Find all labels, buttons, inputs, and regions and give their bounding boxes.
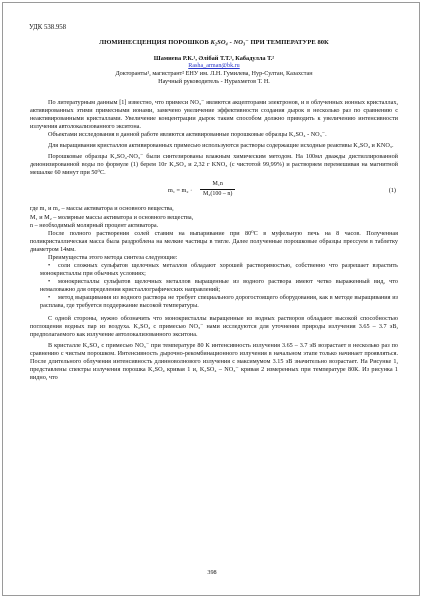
bullet-icon: • — [48, 293, 51, 301]
author-email-link[interactable]: Rasha_arman@bk.ru — [188, 63, 240, 70]
formula-1 — [30, 178, 398, 205]
formula-denominator: M₂(100 – n) — [200, 189, 235, 198]
paragraph-where-m: где m₁ и m₂ – массы активатора и основного вещества, — [30, 205, 174, 213]
bullet-text: метод выращивания из водного раствора не требует специального дорогостоящего оборудования, как в методе выращивания из расплава, где требуется поддержание высокой температуры. — [40, 293, 398, 310]
paragraph-reagents: Для выращивания кристаллов активированных примесью используются растворы содержащие исходные реактивы K₂SO₄ и KNO₃. — [48, 142, 394, 150]
paragraph-results: В кристалле K₂SO₄ с примесью NO₃⁻ при температуре 80 К интенсивность излучения 3.65 – 3.7 эВ возрастает в несколько раз по сравнению с чистым порошком. Интенсивность дырочно-рекомбинационного излучения в начальном этапе только начинает проявляться. После длительного облучения интенсивность длинноволнового излучения с максимумом 3.15 эВ значительно возрастает. На Рисунке 1, представлены спектры излучения порошка K₂SO₄ кривая 1 и, K₂SO₄ – NO₃⁻ кривая 2 измеренных при температуре 80К. Из рисунка 1 видно, что — [30, 342, 398, 382]
formula-numerator: M₁n — [212, 181, 223, 188]
paragraph-evaporation: После полного растворения солей ставим на выпаривание при 80⁰С в муфельную печь на 8 часов. Полученная поликристаллическая масса была раздроблена на мелкие частицы в тигле. Далее полученные порошковые образцы прессуем в таблетку диаметром 14мм. — [30, 229, 398, 253]
paper-body — [30, 39, 398, 382]
bullet-icon: • — [48, 261, 51, 269]
bullet-item — [30, 278, 398, 294]
advisor: Научный руководитель - Нурахметов Т. Н. — [158, 78, 270, 86]
document-page — [2, 2, 420, 596]
paragraph-objects: Объектами исследования в данной работе являются активированные порошковые образцы K₂SO₄ - NO₃⁻. — [48, 131, 327, 139]
authors: Шамиева Р.К.¹, Әлібай Т.Т.¹, Кабадулла Т.² — [153, 55, 275, 62]
udc-code: УДК 538.958 — [29, 24, 67, 31]
title-part-2: ПРИ ТЕМПЕРАТУРЕ 80К — [250, 39, 329, 46]
formula-lhs: m₁ = m₂ · — [168, 187, 193, 195]
bullet-text: монокристаллы сульфатов щелочных металлов выращенные из водного раствора имеют четко выраженный вид, что немаловажно для определения кристаллографических направлений; — [40, 277, 398, 293]
bullet-item — [30, 262, 398, 278]
paragraph-advantages: Преимущества этого метода синтеза следующие: — [48, 253, 178, 261]
title-formula: K₂SO₄ - NO₃⁻ — [210, 39, 249, 46]
paragraph-intro: По литературным данным [1] известно, что примеси NO₃⁻ являются акцепторами электронов, и в облученных ионных кристаллах, активированных этими примесными ионами, замечено увеличение эффективности создания дырок в несколько раз по сравнению с неактивированными кристаллами. Увеличение концентрации дырок таким способом должно приводить к увеличению интенсивности излучения автолокализованного экситона. — [30, 99, 398, 131]
bullet-item — [30, 294, 398, 310]
paragraph-synthesis: Порошковые образцы K₂SO₄-NO₃⁻ были синтезированы влажным химическим методом. На 100мл дважды дистиллированной деионизированной воды по формуле (1) берем 10г K₂SO₄ и 2,32 г KNO₃ (с чистотой 99,99%) и растворяем перемешивая на магнитной мешалке 60 минут при 50⁰С. — [30, 153, 398, 177]
bullet-icon: • — [48, 277, 51, 285]
title-part-1: ЛЮМИНЕСЦЕНЦИЯ ПОРОШКОВ — [99, 39, 209, 46]
bullet-text: соли сложных сульфатов щелочных металлов обладают хорошей растворимостью, собственно что разрешает взрастить монокристаллы при обычных условиях; — [40, 261, 398, 277]
paragraph-where-n: n – необходимый молярный процент активатора. — [30, 221, 159, 229]
paragraph-where-M: M₁ и M₂ – молярные массы активатора и основного вещества, — [30, 213, 194, 221]
affiliation: Докторанты¹, магистрант² ЕНУ им. Л.Н. Гумилева, Нур-Султан, Казахстан — [115, 70, 313, 78]
formula-fraction — [200, 180, 235, 197]
formula-number: (1) — [388, 187, 396, 195]
paper-title — [30, 39, 398, 47]
paragraph-hygroscopic: С одной стороны, нужно обозначить что монокристаллы выращенные из водных растворов обладают высокой способностью поглощения водных пар из воздуха. K₂SO₄ с примесью NO₃⁻ нами исследуются для уточнения природы излучения 3.65 – 3.7 эВ, предполагаемого как излучение автолокализованного экситона. — [30, 315, 398, 339]
page-number: 398 — [207, 569, 217, 576]
